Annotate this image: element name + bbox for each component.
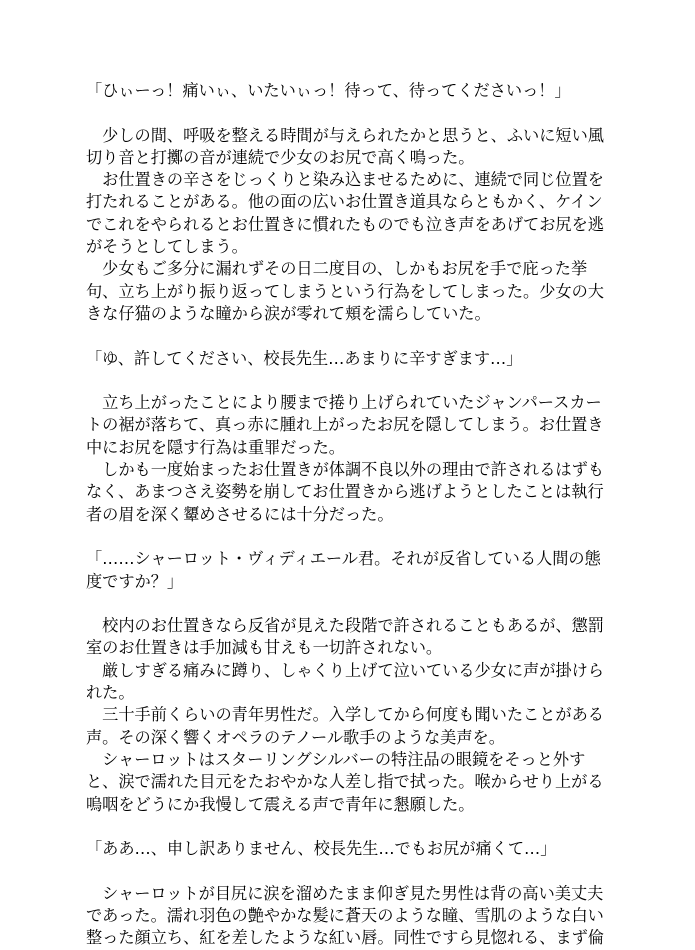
text-line: [86, 593, 626, 615]
text-line: 切り音と打擲の音が連続で少女のお尻で高く鳴った。: [86, 147, 475, 167]
text-line: 室のお仕置きは手加減も甘えも一切許されない。: [86, 638, 443, 658]
text-line: お仕置きの辛さをじっくりと染み込ませるために、連続で同じ位置を: [86, 170, 604, 190]
text-line: れた。: [86, 683, 135, 703]
text-line: シャーロットはスターリングシルバーの特注品の眼鏡をそっと外す: [86, 749, 586, 769]
text-line: でこれをやられるとお仕置きに慣れたものでも泣き声をあげてお尻を逃: [86, 214, 604, 234]
text-line: [86, 325, 626, 347]
text-line: しかも一度始まったお仕置きが体調不良以外の理由で許されるはずも: [86, 460, 604, 480]
text-line: なく、あまつさえ姿勢を崩してお仕置きから逃げようとしたことは執行: [86, 482, 604, 502]
text-line: 「ゆ、許してください、校長先生…あまりに辛すぎます…」: [86, 348, 523, 368]
text-line: と、涙で濡れた目元をたおやかな人差し指で拭った。喉からせり上がる: [86, 772, 604, 792]
text-line: がそうとしてしまう。: [86, 237, 248, 257]
text-line: [86, 526, 626, 548]
text-line: 句、立ち上がり振り返ってしまうという行為をしてしまった。少女の大: [86, 281, 604, 301]
text-line: 三十手前くらいの青年男性だ。入学してから何度も聞いたことがある: [86, 705, 604, 725]
text-line: 度ですか？」: [86, 571, 184, 591]
body-text: [86, 80, 626, 950]
text-line: 少女もご多分に漏れずその日二度目の、しかもお尻を手で庇った挙: [86, 259, 588, 279]
text-line: 立ち上がったことにより腰まで捲り上げられていたジャンパースカー: [86, 393, 602, 413]
text-line: 「ひぃーっ！痛いぃ、いたいぃっ！待って、待ってくださいっ！」: [86, 81, 571, 100]
text-line: トの裾が落ちて、真っ赤に腫れ上がったお尻を隠してしまう。お仕置き: [86, 415, 604, 435]
text-line: [86, 816, 626, 838]
text-line: 中にお尻を隠す行為は重罪だった。: [86, 437, 345, 457]
text-line: シャーロットが目尻に涙を溜めたまま仰ぎ見た男性は背の高い美丈夫: [86, 883, 604, 903]
text-line: 「ああ…、申し訳ありません、校長先生…でもお尻が痛くて…」: [86, 839, 557, 859]
text-line: [86, 860, 626, 882]
text-line: 打たれることがある。他の面の広いお仕置き道具ならともかく、ケイン: [86, 192, 603, 212]
text-line: 「……シャーロット・ヴィディエール君。それが反省している人間の態: [86, 549, 601, 569]
text-line: 整った顔立ち、紅を差したような紅い唇。同性ですら見惚れる、まず倫: [86, 928, 604, 948]
text-line: 者の眉を深く顰めさせるには十分だった。: [86, 504, 394, 524]
text-line: であった。濡れ羽色の艶やかな髪に蒼天のような瞳、雪肌のような白い: [86, 905, 604, 925]
text-line: [86, 370, 626, 392]
text-line: きな仔猫のような瞳から涙が零れて頬を濡らしていた。: [86, 303, 491, 323]
text-line: 嗚咽をどうにか我慢して震える声で青年に懇願した。: [86, 794, 475, 814]
text-line: [86, 102, 626, 124]
text-line: 校内のお仕置きなら反省が見えた段階で許されることもあるが、懲罰: [86, 616, 604, 636]
text-line: 少しの間、呼吸を整える時間が与えられたかと思うと、ふいに短い風: [86, 125, 604, 145]
text-line: 厳しすぎる痛みに蹲り、しゃくり上げて泣いている少女に声が掛けら: [86, 660, 604, 680]
text-line: 声。その深く響くオペラのテノール歌手のような美声を。: [86, 727, 505, 747]
